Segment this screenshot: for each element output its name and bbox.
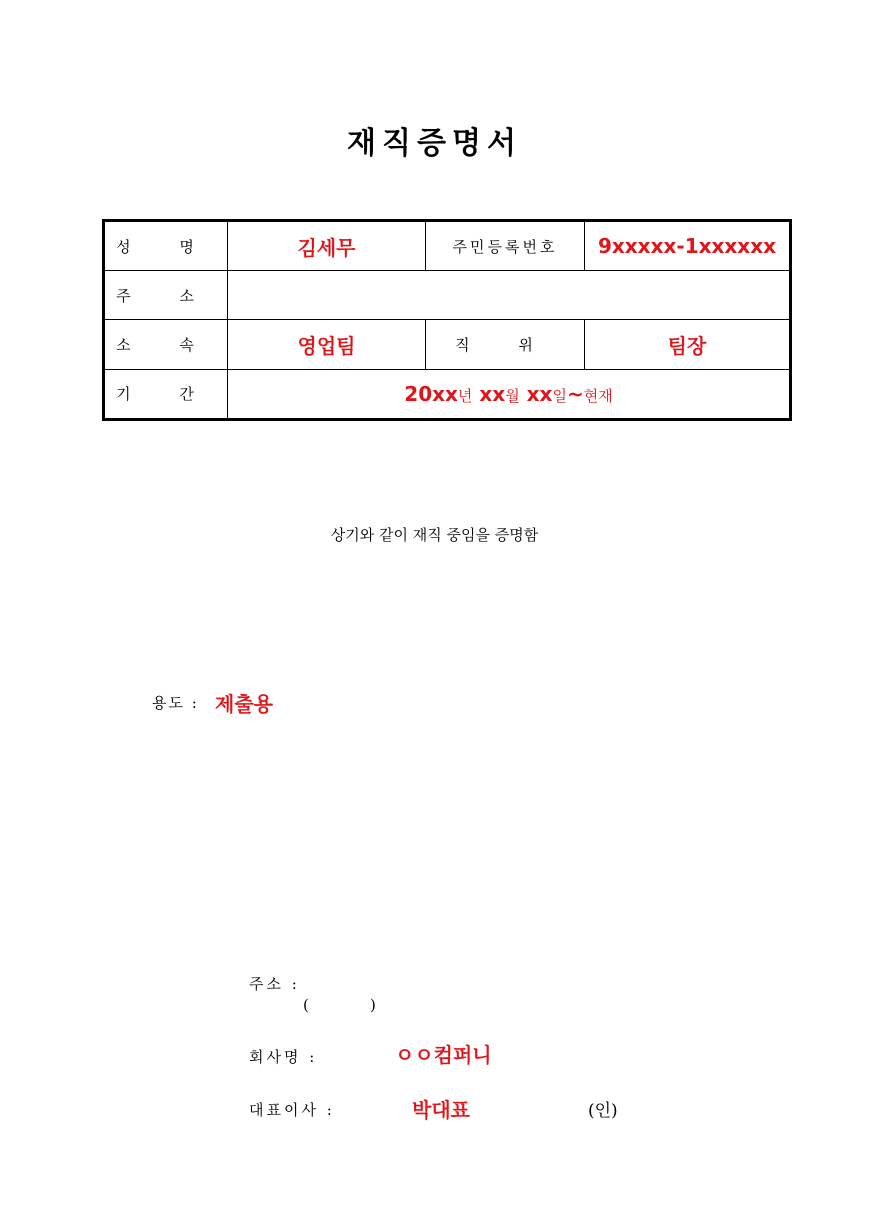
period-present: 현재 xyxy=(583,386,613,405)
period-tilde: ~ xyxy=(566,381,584,406)
representative-label: 대표이사 : xyxy=(249,1101,335,1119)
company-address-label: 주소 : xyxy=(249,975,300,993)
period-label: 기 간 xyxy=(104,369,228,419)
purpose-value: 제출용 xyxy=(215,692,273,716)
id-number-label: 주민등록번호 xyxy=(426,221,585,271)
period-month-unit: 월 xyxy=(505,386,520,405)
employee-info-table xyxy=(102,219,792,421)
table-row xyxy=(104,369,791,419)
seal-mark: (인) xyxy=(588,1101,618,1121)
department-value: 영업팀 xyxy=(228,320,426,369)
department-label: 소 속 xyxy=(104,320,228,369)
company-name-label: 회사명 : xyxy=(249,1048,318,1066)
certification-statement: 상기와 같이 재직 중임을 증명함 xyxy=(330,526,539,544)
address-value xyxy=(228,271,791,320)
purpose-label: 용도 : xyxy=(152,694,199,712)
period-day: xx xyxy=(519,381,553,406)
period-year: 20xx xyxy=(404,381,458,406)
period-year-unit: 년 xyxy=(457,386,473,405)
table-row xyxy=(104,320,791,369)
name-value: 김세무 xyxy=(228,221,426,271)
table-row xyxy=(104,271,791,320)
table-row xyxy=(104,221,791,271)
period-month: xx xyxy=(472,381,506,406)
representative-value: 박대표 xyxy=(412,1098,470,1122)
position-label: 직 위 xyxy=(426,320,585,369)
period-value xyxy=(228,369,791,419)
document-title: 재직증명서 xyxy=(347,126,522,161)
id-number-value: 9xxxxx-1xxxxxx xyxy=(585,221,791,271)
address-paren-open: ( xyxy=(303,996,309,1014)
address-label: 주 소 xyxy=(104,271,228,320)
company-name-value: ㅇㅇ컴퍼니 xyxy=(395,1043,492,1067)
name-label: 성 명 xyxy=(104,221,228,271)
period-day-unit: 일 xyxy=(552,386,567,405)
address-paren-close: ) xyxy=(370,996,376,1014)
position-value: 팀장 xyxy=(585,320,791,369)
